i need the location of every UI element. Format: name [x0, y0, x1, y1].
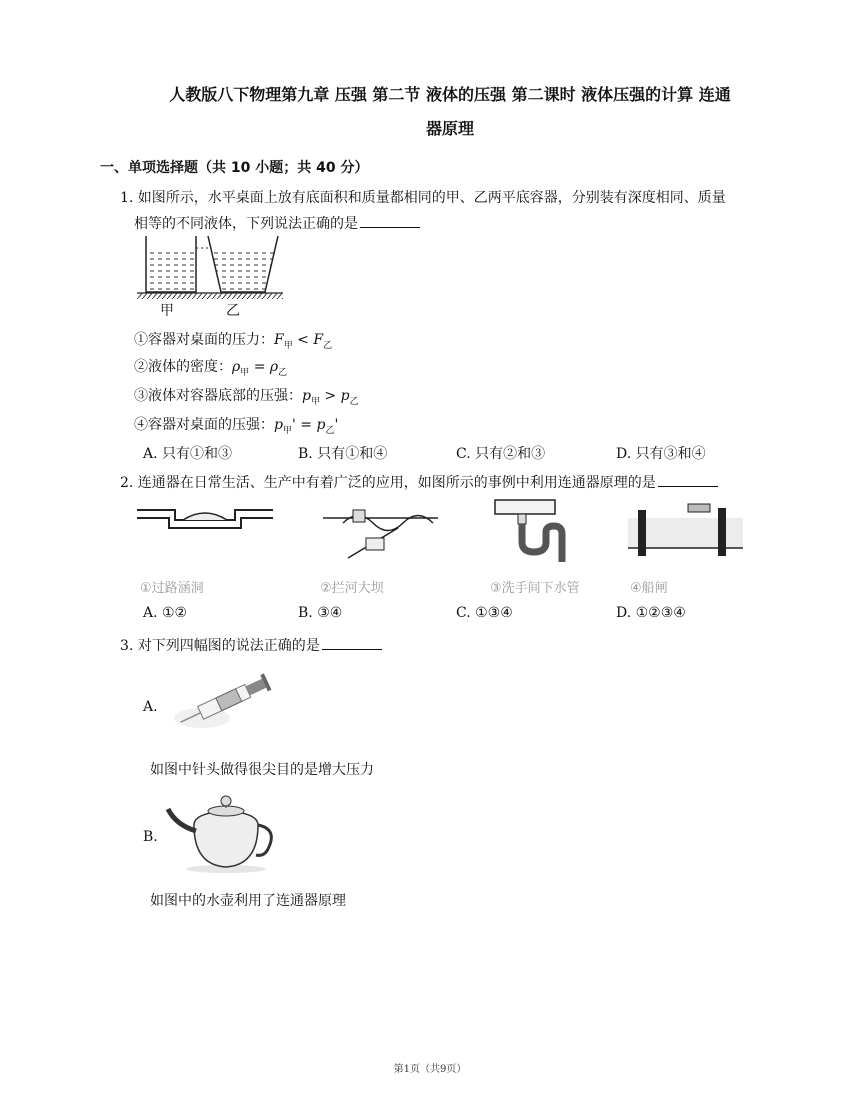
section-heading: 一、单项选择题（共 10 小题；共 40 分） — [100, 160, 369, 176]
q1-containers-figure — [133, 232, 285, 322]
q2-option-c[interactable]: C. ①③④ — [456, 605, 513, 621]
q3-option-a-label[interactable]: A. — [143, 699, 158, 715]
table-surface — [137, 293, 283, 299]
q2-fig-culvert — [135, 498, 275, 568]
q1-label-jia: 甲 — [160, 303, 174, 319]
q2-fig-ship-lock — [628, 498, 743, 568]
q2-fig-dam — [318, 498, 448, 568]
q2-caption-1: ①过路涵洞 — [140, 581, 204, 596]
page-footer: 第1页（共9页） — [393, 1064, 467, 1075]
q2-option-d[interactable]: D. ①②③④ — [616, 605, 686, 621]
q1-statement-1: ①容器对桌面的压力：$F_甲 < F_乙$ — [134, 332, 333, 351]
q1-option-d[interactable]: D. 只有③和④ — [616, 446, 706, 462]
q1-option-a[interactable]: A. 只有①和③ — [143, 446, 233, 462]
q2-option-b[interactable]: B. ③④ — [298, 605, 343, 621]
q1-answer-blank — [360, 213, 420, 228]
kettle-image — [164, 785, 284, 875]
q2-caption-2: ②拦河大坝 — [320, 581, 384, 596]
doc-title-line1: 人教版八下物理第九章 压强 第二节 液体的压强 第二课时 液体压强的计算 连通 — [169, 85, 731, 104]
q1-text-line1: 1. 如图所示，水平桌面上放有底面积和质量都相同的甲、乙两平底容器，分别装有深度相同、质量 — [120, 190, 726, 206]
q3-answer-blank — [322, 635, 382, 650]
q1-statement-3: ③液体对容器底部的压强：$p_甲 > p_乙$ — [134, 388, 359, 407]
q2-text: 2. 连通器在日常生活、生产中有着广泛的应用，如图所示的事例中利用连通器原理的是 — [120, 472, 718, 492]
q3-option-b-desc: 如图中的水壶利用了连通器原理 — [150, 893, 346, 909]
q1-statement-2: ②液体的密度：$\rho_甲 = \rho_乙$ — [134, 359, 288, 378]
q1-text-line2 — [134, 213, 420, 233]
q1-label-yi: 乙 — [226, 303, 240, 319]
q1-option-b[interactable]: B. 只有①和④ — [298, 446, 388, 462]
doc-title-line2: 器原理 — [425, 119, 474, 138]
q3-option-b-label[interactable]: B. — [143, 829, 158, 845]
container-yi-liquid — [211, 248, 275, 292]
q1-text-line2-body: 相等的不同液体，下列说法正确的是 — [134, 216, 358, 232]
q2-option-a[interactable]: A. ①② — [143, 605, 188, 621]
q1-option-c[interactable]: C. 只有②和③ — [456, 446, 546, 462]
q3-option-a-desc: 如图中针头做得很尖目的是增大压力 — [150, 762, 374, 778]
syringe-image — [172, 666, 280, 736]
q1-statement-4: ④容器对桌面的压强：$p_甲' = p_乙'$ — [134, 417, 339, 436]
q3-text: 3. 对下列四幅图的说法正确的是 — [120, 635, 382, 655]
q2-answer-blank — [658, 472, 718, 487]
q2-caption-3: ③洗手间下水管 — [490, 581, 580, 596]
q2-fig-drain — [490, 498, 580, 568]
container-jia-liquid — [146, 248, 196, 292]
q2-caption-4: ④船闸 — [630, 581, 668, 596]
